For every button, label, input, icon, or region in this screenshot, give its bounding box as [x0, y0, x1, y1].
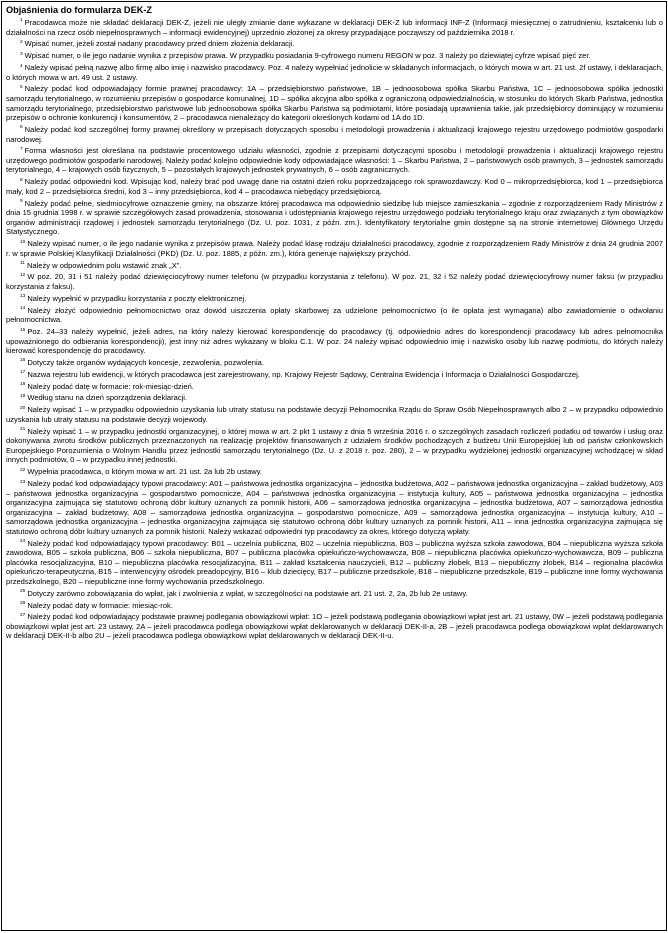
- notes-list: [6, 18, 663, 641]
- footnote-text: Nazwa rejestru lub ewidencji, w których pracodawca jest zarejestrowany, np. Krajowy Rejestr Sądowy, Centralna Ewidencja i Informacja o Działalności Gospodarczej.: [27, 369, 580, 379]
- footnote-number: 11: [20, 261, 25, 267]
- footnote-11: [6, 261, 663, 271]
- footnote-14: [6, 306, 663, 325]
- footnote-text: Należy podać kod odpowiadający typowi pracodawcy: A01 – państwowa jednostka organizacyjna – jednostka budżetowa, A02 – państwowa jednostka organizacyjna – zakład budżetowy, A03 – państwowa jednostka organizacyjna – gospodarstwo pomocnicze, A04 – państwowa jednostka organizacyjna – instytucja kultury, A05 – państwowa jednostka organizacyjna – jednostka organizacyjna zajmująca się statutowo ochroną dóbr kultury uznanych za pomnik historii, A06 – samorządowa jednostka organizacyjna – jednostka budżetowa, A07 – samorządowa jednostka organizacyjna – zakład budżetowy, A08 – samorządowa jednostka organizacyjna – gospodarstwo pomocnicze, A09 – samorządowa jednostka organizacyjna – instytucja kultury, A10 – samorządowa jednostka organizacyjna – jednostka organizacyjna zajmująca się statutowo ochroną dóbr kultury uznanych za pomnik historii, A11 – inna jednostka organizacyjna zajmująca się statutowo ochroną dóbr kultury uznanych za pomnik historii. Należy wskazać odpowiedni typ pracodawcy za okres, którego dotyczą wpłaty.: [6, 479, 663, 536]
- page-title: Objaśnienia do formularza DEK-Z: [6, 5, 152, 15]
- footnote-number: 8: [20, 177, 23, 183]
- footnote-2: [6, 39, 663, 49]
- footnote-21: [6, 427, 663, 465]
- footnote-18: [6, 382, 663, 392]
- footnote-number: 23: [20, 479, 26, 485]
- footnote-text: Wpisać numer, o ile jego nadanie wynika z przepisów prawa. W przypadku posiadania 9-cyfrowego numeru REGON w poz. 3 należy po dziewiątej cyfrze wpisać pięć zer.: [24, 51, 591, 61]
- footnote-number: 15: [20, 327, 26, 333]
- footnote-number: 7: [20, 146, 23, 152]
- footnote-text: Należy podać kod odpowiadający formie prawnej pracodawcy: 1A – przedsiębiorstwo państwowe, 1B – jednoosobowa spółka Skarbu Państwa, 1C – jednoosobowa spółka jednostki samorządu terytorialnego, w rozumieniu przepisów o gospodarce komunalnej, 1D – spółka akcyjna albo spółka z ograniczoną odpowiedzialnością, w stosunku do których Skarb Państwa, jednostka samorządu terytorialnego, przedsiębiorstwo państwowe lub jednoosobowa spółka Skarbu Państwa są podmiotami, które posiadają uprawnienia takie, jak przedsiębiorcy dominujący w rozumieniu przepisów o ochronie konkurencji i konsumentów, 2 – pracodawca nienależący do kategorii określonych kodami od 1A do 1D.: [6, 84, 663, 123]
- footnote-number: 19: [20, 393, 26, 399]
- footnote-4: [6, 63, 663, 82]
- footnote-text: Forma własności jest określana na podstawie procentowego udziału własności, zgodnie z przepisami dotyczącymi sposobu i metodologii prowadzenia i aktualizacji krajowego rejestru urzędowego podmiotów gospodarki narodowej. Należy podać kolejno odpowiednie kody odpowiadające własności: 1 – Skarbu Państwa, 2 – państwowych osób prawnych, 3 – jednostek samorządu terytorialnego, 4 – krajowych osób fizycznych, 5 – pozostałych krajowych jednostek prywatnych, 6 – osób zagranicznych.: [6, 146, 663, 175]
- footnote-text: Dotyczy także organów wydających koncesje, zezwolenia, pozwolenia.: [27, 357, 264, 367]
- footnote-number: 25: [20, 589, 26, 595]
- footnote-8: [6, 177, 663, 196]
- footnote-6: [6, 125, 663, 144]
- footnote-text: Należy podać kod szczególnej formy prawnej określony w przepisach dotyczących sposobu i metodologii prowadzenia i aktualizacji krajowego rejestru urzędowego podmiotów gospodarki narodowej.: [6, 124, 663, 144]
- footnote-26: [6, 601, 663, 611]
- footnote-text: Należy podać odpowiedni kod. Wpisując kod, należy brać pod uwagę dane na ostatni dzień roku poprzedzającego rok sprawozdawczy. Kod 0 – mikroprzedsiębiorca, kod 1 – przedsiębiorca mały, kod 2 – przedsiębiorca średni, kod 3 – inny przedsiębiorca, kod 4 – pracodawca niebędący przedsiębiorcą.: [6, 177, 663, 196]
- footnote-number: 6: [20, 125, 23, 131]
- footnote-3: [6, 51, 663, 61]
- footnote-number: 14: [20, 306, 26, 312]
- footnote-10: [6, 239, 663, 258]
- footnote-text: Należy podać kod odpowiadający podstawie prawnej podlegania obowiązkowi wpłat: 1O – jeżeli podstawą podlegania obowiązkowi wpłat jest art. 21 ustawy, 0W – jeżeli podstawą podlegania obowiązkowi wpłat jest art. 23 ustawy, 2A – jeżeli pracodawca podlega obowiązkowi wpłat deklarowanych w deklaracji DEK-II-a, 2B – jeżeli pracodawca podlega obowiązkowi wpłat deklarowanych w deklaracji DEK-II-b albo 2U – jeżeli pracodawca podlega obowiązkowi wpłat deklarowanych w deklaracji DEK-II-u.: [6, 612, 663, 641]
- footnote-number: 13: [20, 294, 26, 300]
- footnote-17: [6, 370, 663, 380]
- footnote-text: Wypełnia pracodawca, o którym mowa w art. 21 ust. 2a lub 2b ustawy.: [27, 467, 263, 477]
- footnote-number: 26: [20, 600, 26, 606]
- footnote-text: Należy w odpowiednim polu wstawić znak „X”.: [26, 260, 182, 270]
- footnote-25: [6, 589, 663, 599]
- footnote-24: [6, 539, 663, 587]
- footnote-text: Należy wpisać pełną nazwę albo firmę albo imię i nazwisko pracodawcy. Poz. 4 należy wypełniać jednolicie w składanych informacjach, o których mowa w art. 21 ust. 2f ustawy, i deklaracjach, o których mowa w art. 49 ust. 2 ustawy.: [6, 63, 663, 82]
- footnote-27: [6, 612, 663, 641]
- footnote-text: Według stanu na dzień sporządzenia deklaracji.: [27, 393, 188, 403]
- footnote-text: Pracodawca może nie składać deklaracji DEK-Z, jeżeli nie uległy zmianie dane wykazane w deklaracji DEK-Z lub informacji INF-Z (Informacji miesięcznej o zatrudnieniu, kształceniu lub o działalności na rzecz osób niepełnosprawnych – informacji ewidencyjnej) uprzednio złożonej za okresy przypadające począwszy od października 2018 r.: [6, 18, 663, 37]
- footnote-19: [6, 393, 663, 403]
- footnote-number: 18: [20, 382, 26, 388]
- footnote-text: Należy wpisać 1 – w przypadku odpowiednio uzyskania lub utraty statusu na podstawie decyzji Pełnomocnika Rządu do Spraw Osób Niepełnosprawnych albo 2 – w przypadku odpowiednio uzyskania lub utraty statusu na podstawie decyzji wojewody.: [6, 405, 663, 424]
- footnote-9: [6, 199, 663, 237]
- footnote-text: Poz. 24–33 należy wypełnić, jeżeli adres, na który należy kierować korespondencję do pracodawcy (tj. odpowiednio adres do korespondencji pracodawcy lub adres pełnomocnika upoważnionego do odbierania korespondencji), jest inny niż adres wykazany w bloku C.1. W poz. 24 należy wpisać odpowiednio imię i nazwisko osoby lub nazwę podmiotu, do których należy kierować korespondencję do pracodawcy.: [6, 327, 663, 356]
- footnote-number: 20: [20, 405, 26, 411]
- footnote-text: W poz. 20, 31 i 51 należy podać dziewięciocyfrowy numer telefonu (w przypadku korzystania z telefonu). W poz. 21, 32 i 52 należy podać dziewięciocyfrowy numer faksu (w przypadku korzystania z faksu).: [6, 272, 663, 291]
- footnote-text: Należy wypełnić w przypadku korzystania z poczty elektronicznej.: [27, 293, 247, 303]
- footnote-text: Należy podać daty w formacie: miesiąc-rok.: [27, 600, 173, 610]
- footnote-1: [6, 18, 663, 37]
- footnote-number: 21: [20, 427, 26, 433]
- footnote-number: 1: [20, 18, 23, 24]
- footnote-number: 27: [20, 612, 26, 618]
- footnote-23: [6, 479, 663, 536]
- footnote-15: [6, 327, 663, 356]
- footnote-7: [6, 146, 663, 175]
- footnote-text: Należy podać datę w formacie: rok-miesiąc-dzień.: [27, 381, 194, 391]
- footnote-number: 12: [20, 272, 26, 278]
- footnote-12: [6, 272, 663, 291]
- footnote-text: Należy wpisać numer, o ile jego nadanie wynika z przepisów prawa. Należy podać klasę rodzaju działalności pracodawcy, zgodnie z rozporządzeniem Rady Ministrów z dnia 24 grudnia 2007 r. w sprawie Polskiej Klasyfikacji Działalności (PKD) (Dz. U. poz. 1885, z późn. zm.), która generuje największy przychód.: [6, 239, 663, 258]
- footnote-22: [6, 467, 663, 477]
- footnote-number: 4: [20, 63, 23, 69]
- footnote-text: Należy złożyć odpowiednio pełnomocnictwo oraz dowód uiszczenia opłaty skarbowej za udzielone pełnomocnictwo (o ile opłata jest wymagana) albo zawiadomienie o odwołaniu pełnomocnictwa.: [6, 305, 663, 325]
- footnote-number: 2: [20, 39, 23, 45]
- footnote-text: Wpisać numer, jeżeli został nadany pracodawcy przed dniem złożenia deklaracji.: [24, 39, 295, 49]
- footnote-text: Należy podać pełne, siedmiocyfrowe oznaczenie gminy, na obszarze której pracodawca ma odpowiednio siedzibę lub miejsce zamieszkania – zgodnie z rozporządzeniem Rady Ministrów z dnia 15 grudnia 1998 r. w sprawie szczegółowych zasad prowadzenia, stosowania i udostępniania krajowego rejestru urzędowego podziału terytorialnego kraju oraz związanych z tym obowiązków organów administracji rządowej i jednostek samorządu terytorialnego (Dz. U. poz. 1031, z późn. zm.). Identyfikatory terytorialne gmin dostępne są na stronie internetowej Głównego Urzędu Statystycznego.: [6, 198, 663, 237]
- footnote-number: 10: [20, 239, 26, 245]
- footnote-number: 9: [20, 199, 23, 205]
- footnote-number: 17: [20, 370, 26, 376]
- footnote-5: [6, 84, 663, 122]
- footnote-16: [6, 358, 663, 368]
- explanations-frame: [1, 1, 667, 931]
- footnote-number: 22: [20, 467, 26, 473]
- footnote-text: Należy podać kod odpowiadający typowi pracodawcy: B01 – uczelnia publiczna, B02 – uczelnia niepubliczna, B03 – publiczna wyższa szkoła zawodowa, B04 – niepubliczna wyższa szkoła zawodowa, B05 – szkoła publiczna, B06 – szkoła niepubliczna, B07 – publiczna placówka opiekuńczo-wychowawcza, B08 – niepubliczna placówka opiekuńczo-wychowawcza, B09 – publiczna placówka resocjalizacyjna, B10 – niepubliczna placówka resocjalizacyjna, B11 – zakład kształcenia nauczycieli, B12 – publiczny żłobek, B13 – niepubliczny żłobek, B14 – regionalna placówka opiekuńczo-terapeutyczna, B15 – interwencyjny ośrodek preadopcyjny, B16 – klub dziecięcy, B17 – publiczne przedszkole, B18 – niepubliczne przedszkole, B19 – publiczne inne formy wychowania przedszkolnego, B20 – niepubliczne inne formy wychowania przedszkolnego.: [6, 538, 663, 586]
- footnote-text: Należy wpisać 1 – w przypadku jednostki organizacyjnej, o której mowa w art. 2 pkt 1 ustawy z dnia 5 września 2016 r. o szczególnych zasadach rozliczeń podatku od towarów i usług oraz dokonywania zwrotu środków publicznych przeznaczonych na realizację projektów finansowanych z udziałem środków pochodzących z budżetu Unii Europejskiej lub od państw członkowskich Europejskiego Porozumienia o Wolnym Handlu przez jednostki samorządu terytorialnego (Dz. U. z 2018 r. poz. 280), 2 – w przypadku wydzielonej jednostki organizacyjnej wchodzącej w skład innych podmiotów, 0 – w przypadku innej jednostki.: [6, 426, 663, 465]
- footnote-number: 16: [20, 358, 26, 364]
- footnote-13: [6, 294, 663, 304]
- footnote-20: [6, 405, 663, 424]
- footnote-number: 24: [20, 539, 26, 545]
- footnote-number: 3: [20, 51, 23, 57]
- footnote-text: Dotyczy zarówno zobowiązania do wpłat, jak i zwolnienia z wpłat, w szczególności na podstawie art. 21 ust. 2, 2a, 2b lub 2e ustawy.: [27, 588, 468, 598]
- footnote-number: 5: [20, 84, 23, 90]
